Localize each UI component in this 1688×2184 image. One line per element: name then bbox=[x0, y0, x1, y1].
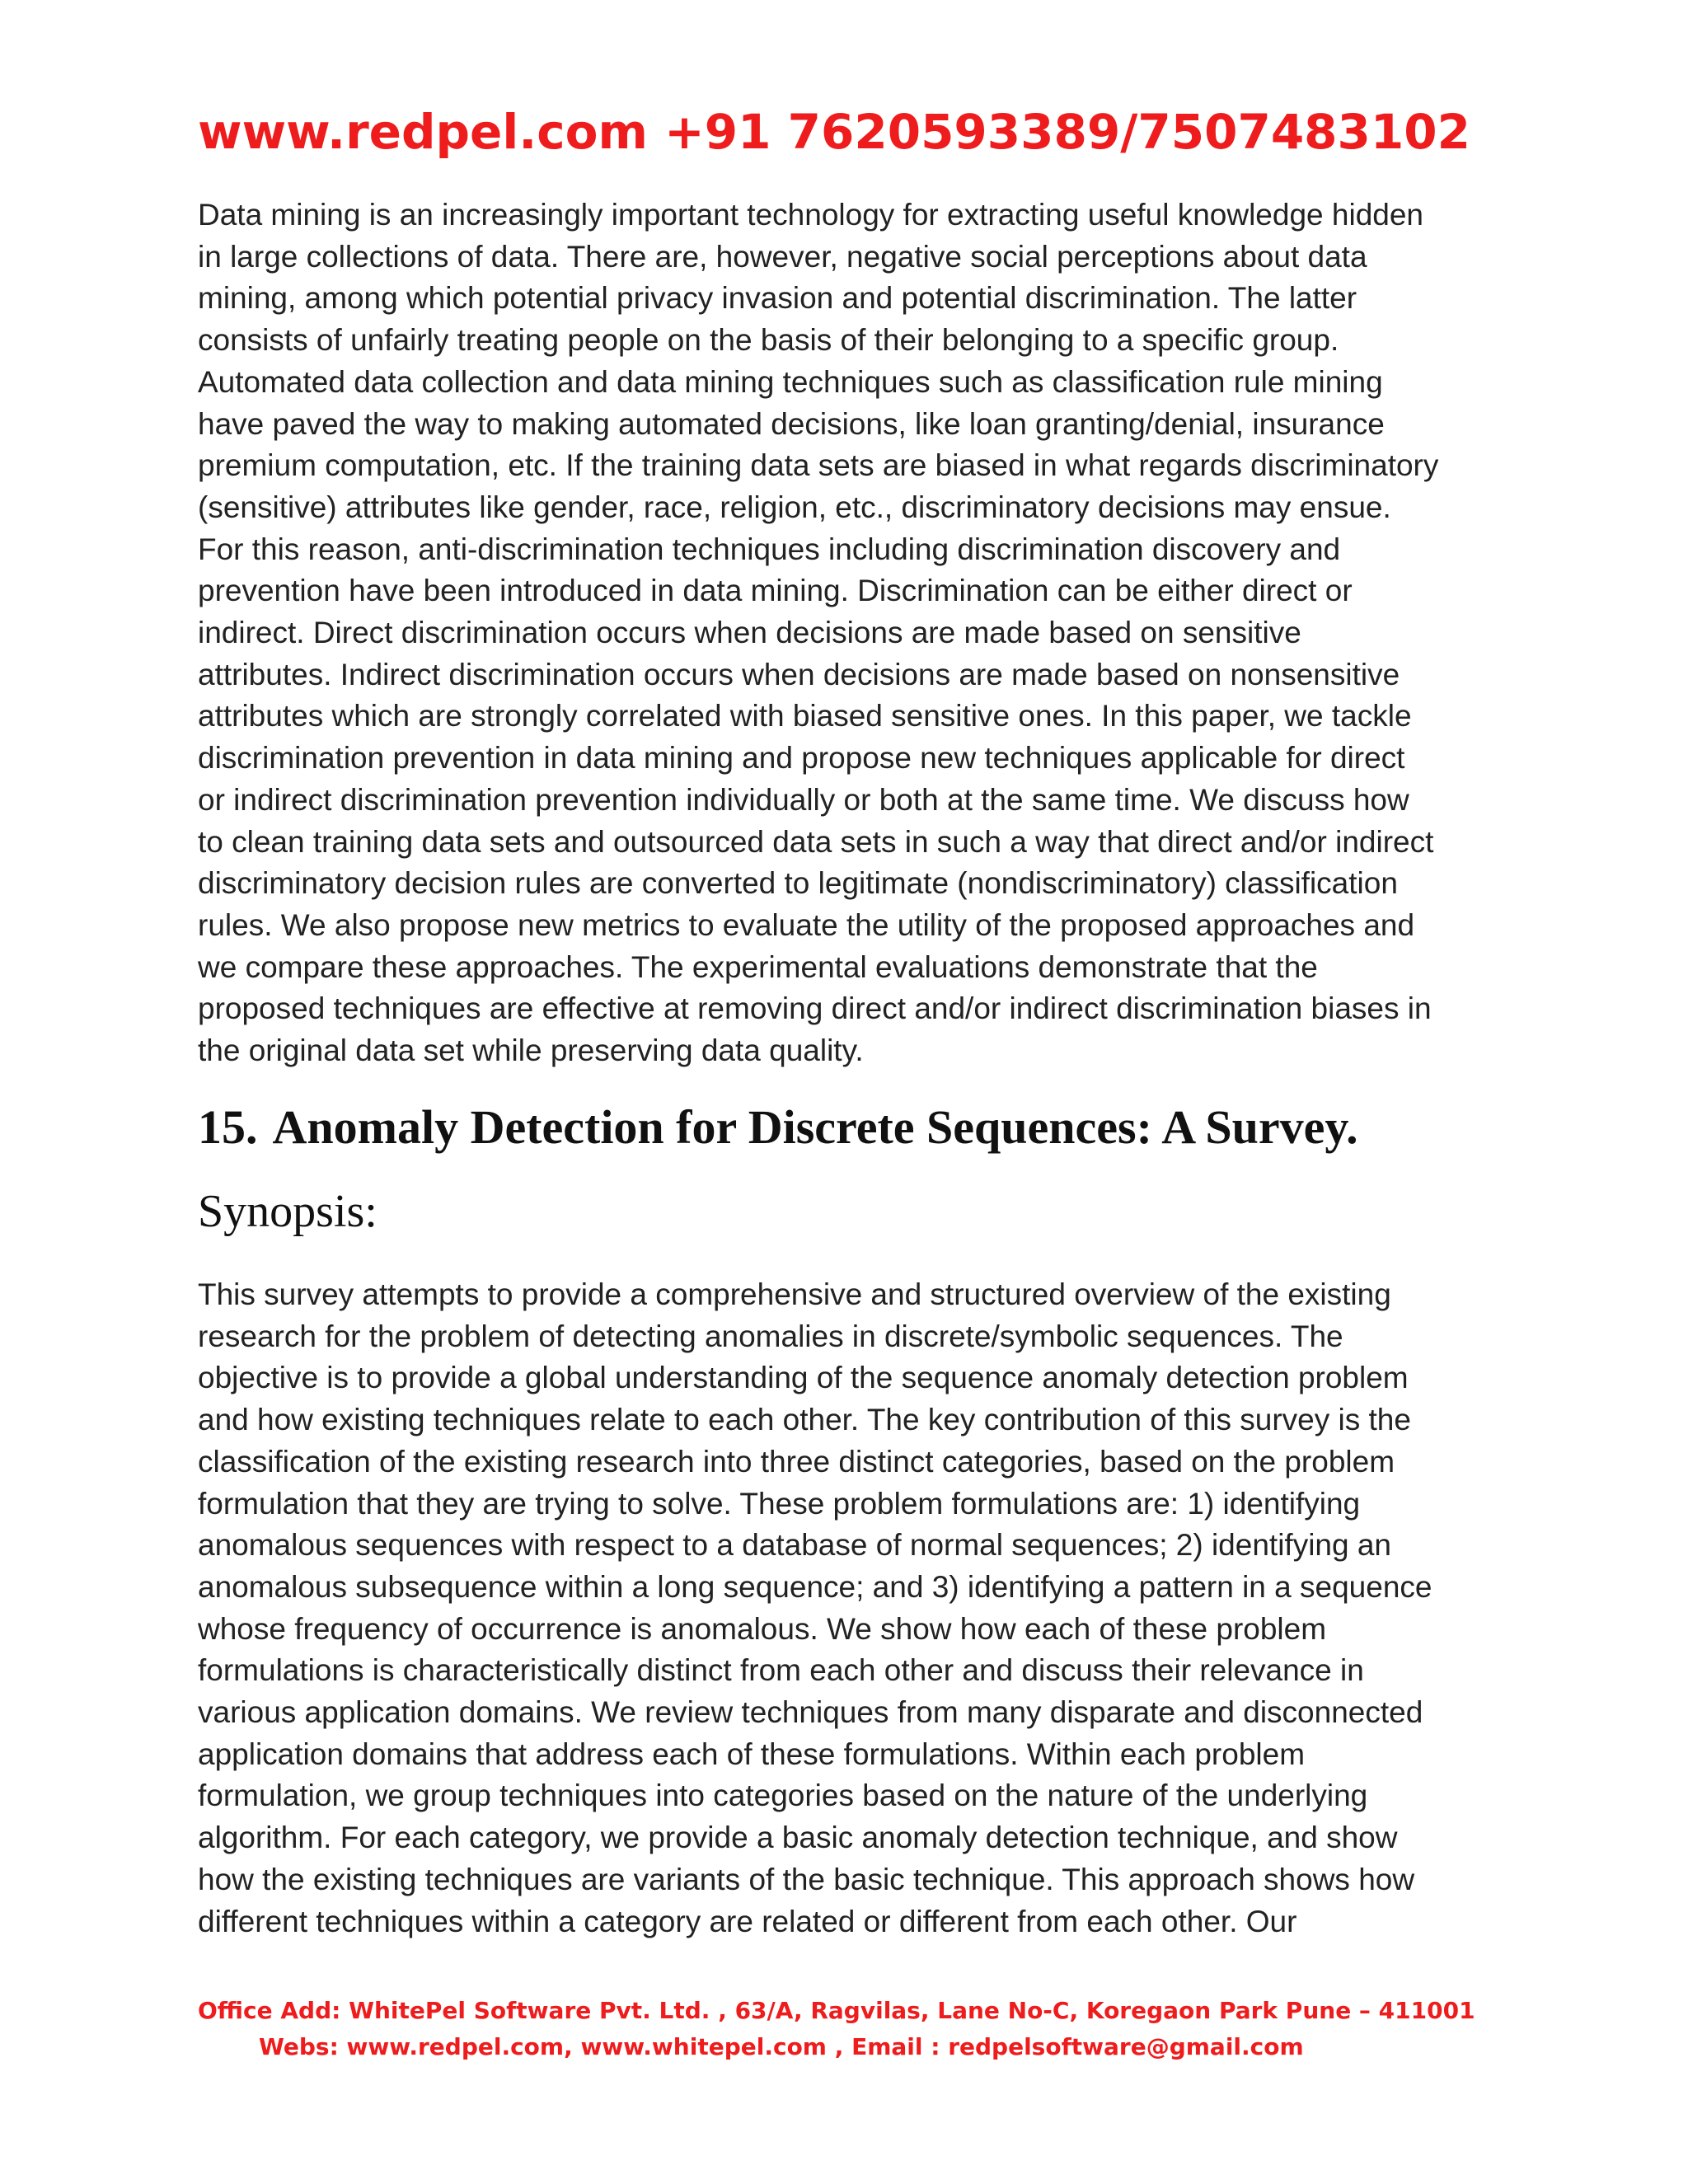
synopsis-paragraph bbox=[198, 1274, 1517, 1943]
previous-abstract-paragraph bbox=[198, 194, 1517, 1072]
abstract-line: have paved the way to making automated decisions, like loan granting/denial, insurance bbox=[198, 406, 1385, 441]
abstract-line: Data mining is an increasingly important technology for extracting useful knowledge hidden bbox=[198, 198, 1424, 232]
section-heading bbox=[198, 1099, 1358, 1155]
synopsis-line: research for the problem of detecting anomalies in discrete/symbolic sequences. The bbox=[198, 1319, 1343, 1353]
section-title-text: Anomaly Detection for Discrete Sequences: A Survey. bbox=[272, 1100, 1358, 1154]
abstract-line: consists of unfairly treating people on the basis of their belonging to a specific group. bbox=[198, 323, 1339, 358]
synopsis-line: various application domains. We review techniques from many disparate and disconnected bbox=[198, 1695, 1423, 1730]
synopsis-line: formulations is characteristically distinct from each other and discuss their relevance in bbox=[198, 1653, 1364, 1688]
abstract-line: proposed techniques are effective at removing direct and/or indirect discrimination biases in bbox=[198, 991, 1432, 1026]
abstract-line: mining, among which potential privacy invasion and potential discrimination. The latter bbox=[198, 281, 1357, 316]
synopsis-line: and how existing techniques relate to each other. The key contribution of this survey is the bbox=[198, 1403, 1411, 1437]
page-footer bbox=[198, 1993, 1475, 2065]
abstract-line: For this reason, anti-discrimination techniques including discrimination discovery and bbox=[198, 532, 1341, 566]
abstract-line: indirect. Direct discrimination occurs when decisions are made based on sensitive bbox=[198, 616, 1301, 650]
abstract-line: (sensitive) attributes like gender, race, religion, etc., discriminatory decisions may ensue. bbox=[198, 490, 1391, 524]
page-header-contact: www.redpel.com +91 7620593389/7507483102 bbox=[198, 104, 1470, 160]
synopsis-line: This survey attempts to provide a comprehensive and structured overview of the existing bbox=[198, 1277, 1391, 1311]
abstract-line: Automated data collection and data mining techniques such as classification rule mining bbox=[198, 364, 1383, 399]
synopsis-line: objective is to provide a global understanding of the sequence anomaly detection problem bbox=[198, 1361, 1409, 1395]
synopsis-line: classification of the existing research into three distinct categories, based on the problem bbox=[198, 1444, 1395, 1479]
abstract-line: discriminatory decision rules are converted to legitimate (nondiscriminatory) classification bbox=[198, 866, 1398, 901]
abstract-line: attributes. Indirect discrimination occurs when decisions are made based on nonsensitive bbox=[198, 657, 1400, 691]
section-number: 15. bbox=[198, 1100, 258, 1154]
synopsis-subheading: Synopsis: bbox=[198, 1186, 377, 1237]
footer-office-address: Office Add: WhitePel Software Pvt. Ltd. , 63/A, Ragvilas, Lane No-C, Koregaon Park Pune – 411001 bbox=[198, 1997, 1475, 2024]
synopsis-line: anomalous subsequence within a long sequence; and 3) identifying a pattern in a sequence bbox=[198, 1569, 1432, 1604]
synopsis-line: anomalous sequences with respect to a database of normal sequences; 2) identifying an bbox=[198, 1528, 1392, 1563]
synopsis-line: how the existing techniques are variants of the basic technique. This approach shows how bbox=[198, 1862, 1415, 1896]
synopsis-line: whose frequency of occurrence is anomalous. We show how each of these problem bbox=[198, 1611, 1327, 1646]
abstract-line: or indirect discrimination prevention individually or both at the same time. We discuss how bbox=[198, 782, 1409, 817]
abstract-line: the original data set while preserving data quality. bbox=[198, 1033, 864, 1068]
abstract-line: to clean training data sets and outsourced data sets in such a way that direct and/or indirect bbox=[198, 824, 1434, 859]
abstract-line: premium computation, etc. If the training data sets are biased in what regards discriminatory bbox=[198, 448, 1439, 483]
synopsis-line: application domains that address each of these formulations. Within each problem bbox=[198, 1736, 1306, 1771]
synopsis-line: formulation, we group techniques into categories based on the nature of the underlying bbox=[198, 1779, 1368, 1813]
abstract-line: discrimination prevention in data mining and propose new techniques applicable for direct bbox=[198, 741, 1405, 776]
abstract-line: in large collections of data. There are, however, negative social perceptions about data bbox=[198, 239, 1367, 274]
abstract-line: prevention have been introduced in data mining. Discrimination can be either direct or bbox=[198, 574, 1353, 608]
abstract-line: rules. We also propose new metrics to evaluate the utility of the proposed approaches and bbox=[198, 907, 1415, 942]
synopsis-line: algorithm. For each category, we provide a basic anomaly detection technique, and show bbox=[198, 1821, 1398, 1855]
synopsis-line: formulation that they are trying to solve. These problem formulations are: 1) identifying bbox=[198, 1486, 1361, 1521]
abstract-line: attributes which are strongly correlated with biased sensitive ones. In this paper, we tackle bbox=[198, 699, 1412, 733]
abstract-line: we compare these approaches. The experimental evaluations demonstrate that the bbox=[198, 949, 1318, 984]
synopsis-line: different techniques within a category are related or different from each other. Our bbox=[198, 1904, 1297, 1938]
footer-web-links: Webs: www.redpel.com, www.whitepel.com , Email : redpelsoftware@gmail.com bbox=[259, 2033, 1304, 2060]
